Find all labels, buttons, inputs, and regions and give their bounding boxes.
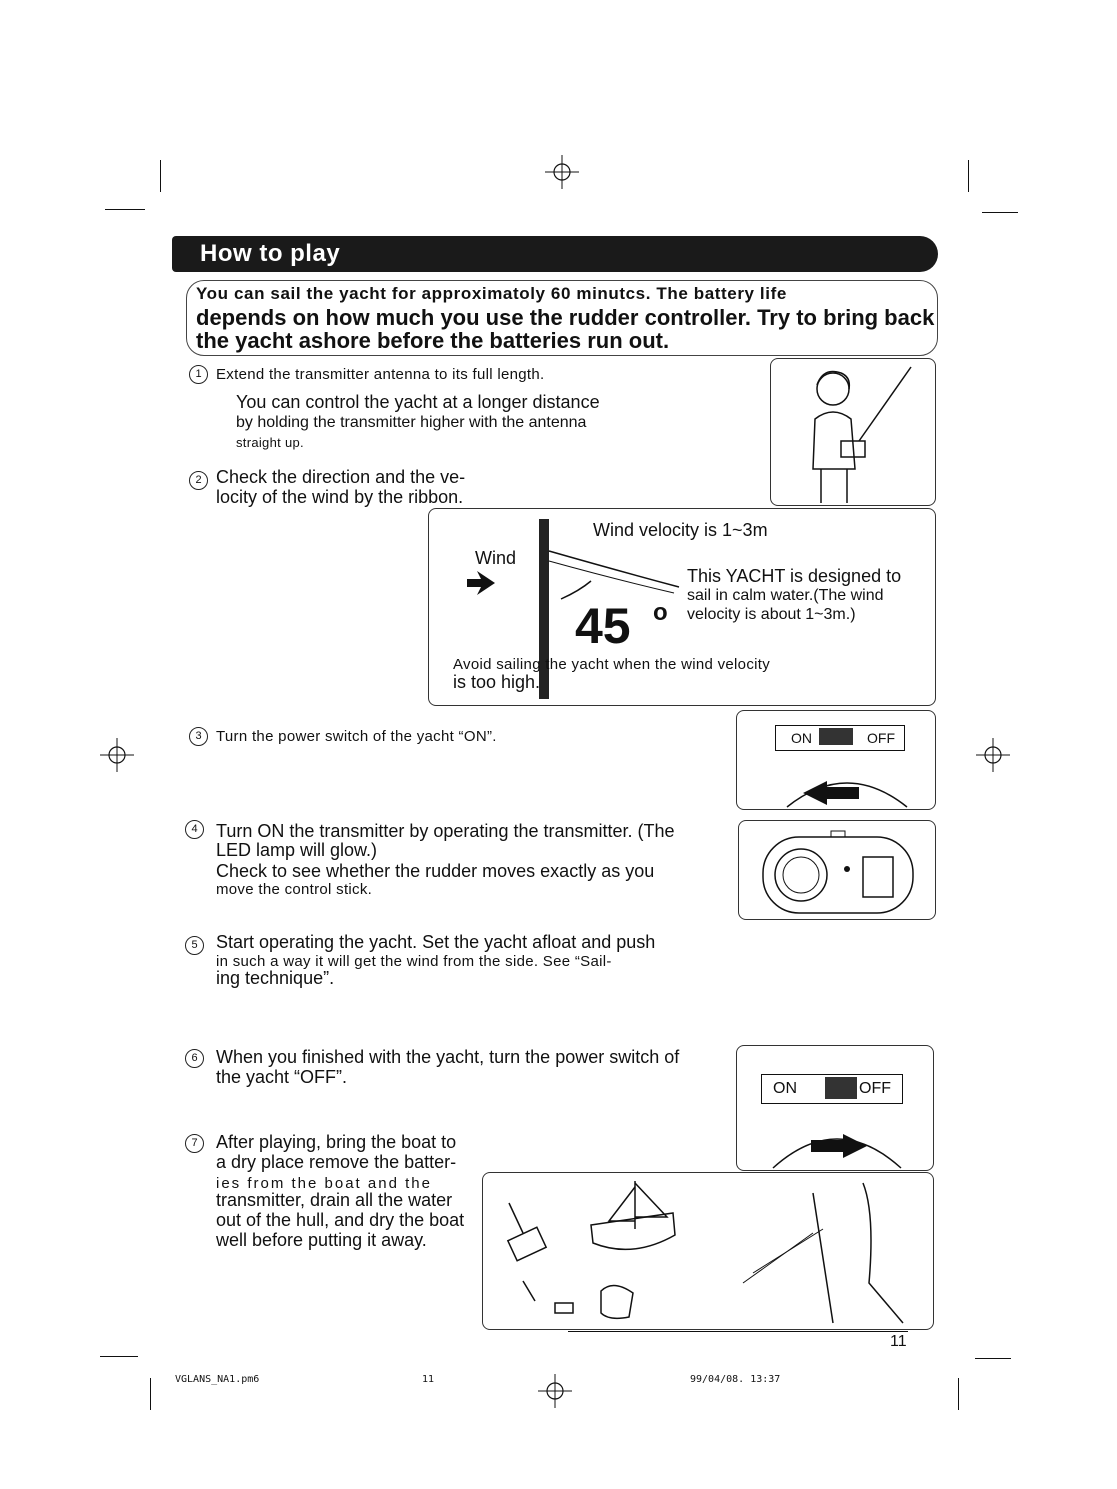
crop-mark [968,160,969,192]
switch-on-label: ON [791,730,812,746]
step-4-text: Check to see whether the rudder moves exactly as you [216,861,655,881]
registration-target-icon [100,738,134,772]
step-number: 7 [185,1134,204,1153]
step-2-text: locity of the wind by the ribbon. [216,487,464,507]
switch-off-label: OFF [867,730,895,746]
avoid-text: Avoid sailing the yacht when the wind velocity [453,656,771,673]
step-1-detail: You can control the yacht at a longer distance [236,392,600,412]
footer-page: 11 [422,1374,435,1385]
crop-mark [975,1358,1011,1359]
step-1-text: Extend the transmitter antenna to its full length. [216,366,545,383]
page-number-rule [568,1331,908,1332]
step-number: 1 [189,365,208,384]
slide-left-arrow-icon [737,711,935,809]
power-switch-off-box [736,1045,934,1171]
wind-label: Wind [475,548,517,568]
step-1-detail: straight up. [236,435,304,450]
transmitter-illustration-box [738,820,936,920]
footer-timestamp: 99/04/08. 13:37 [690,1374,781,1385]
step-7-text: well before putting it away. [216,1230,427,1250]
step-2-text: Check the direction and the ve- [216,467,466,487]
yacht-design-text: velocity is about 1~3m.) [687,606,856,623]
intro-line-1: You can sail the yacht for approximatoly 60 minutcs. The battery life [196,284,787,303]
step-1-detail: by holding the transmitter higher with the antenna [236,414,587,431]
registration-target-icon [545,155,579,189]
wind-diagram-box [428,508,936,706]
registration-target-icon [538,1374,572,1408]
crop-mark [982,212,1018,213]
step-4-text: Turn ON the transmitter by operating the transmitter. (The [216,821,675,841]
crop-mark [105,209,145,210]
step-7-text: ies from the boat and the [216,1175,432,1192]
crop-mark [160,160,161,192]
step-5-text: ing technique”. [216,968,335,988]
step-6-text: When you finished with the yacht, turn the power switch of [216,1047,680,1067]
avoid-text: is too high. [453,672,541,692]
step-5-text: Start operating the yacht. Set the yacht afloat and push [216,932,656,952]
step-7-text: a dry place remove the batter- [216,1152,457,1172]
yacht-design-text: This YACHT is designed to [687,566,902,586]
drying-boat-illustration [483,1173,933,1329]
page-number: 11 [890,1333,907,1350]
step-number: 6 [185,1049,204,1068]
footer-filename: VGLANS_NA1.pm6 [175,1374,260,1385]
intro-line-3: the yacht ashore before the batteries run out. [196,328,670,353]
step-4-text: move the control stick. [216,881,373,898]
power-switch-on-box [736,710,936,810]
crop-mark [150,1378,151,1410]
switch-on-label: ON [773,1080,797,1097]
slide-right-arrow-icon [737,1046,933,1170]
step-number: 5 [185,936,204,955]
crop-mark [100,1356,138,1357]
step-4-text: LED lamp will glow.) [216,840,378,860]
step-7-text: After playing, bring the boat to [216,1132,457,1152]
switch-off-label: OFF [859,1080,891,1097]
step-number: 2 [189,471,208,490]
boy-illustration-box [770,358,936,506]
step-number: 4 [185,820,204,839]
step-3-text: Turn the power switch of the yacht “ON”. [216,728,497,745]
transmitter-illustration [739,821,935,919]
crop-mark [958,1378,959,1410]
section-title: How to play [200,240,341,267]
step-number: 3 [189,727,208,746]
step-7-text: transmitter, drain all the water [216,1190,453,1210]
wind-velocity-text: Wind velocity is 1~3m [593,520,768,540]
angle-degree-symbol: o [653,599,668,626]
step-6-text: the yacht “OFF”. [216,1067,348,1087]
boy-with-transmitter-illustration [771,359,935,505]
step-7-text: out of the hull, and dry the boat [216,1210,465,1230]
angle-value: 45 [575,598,631,654]
registration-target-icon [976,738,1010,772]
step-5-text: in such a way it will get the wind from the side. See “Sail- [216,953,612,970]
yacht-design-text: sail in calm water.(The wind [687,587,884,604]
intro-line-2: depends on how much you use the rudder controller. Try to bring back [196,305,935,330]
cleanup-illustration-box [482,1172,934,1330]
